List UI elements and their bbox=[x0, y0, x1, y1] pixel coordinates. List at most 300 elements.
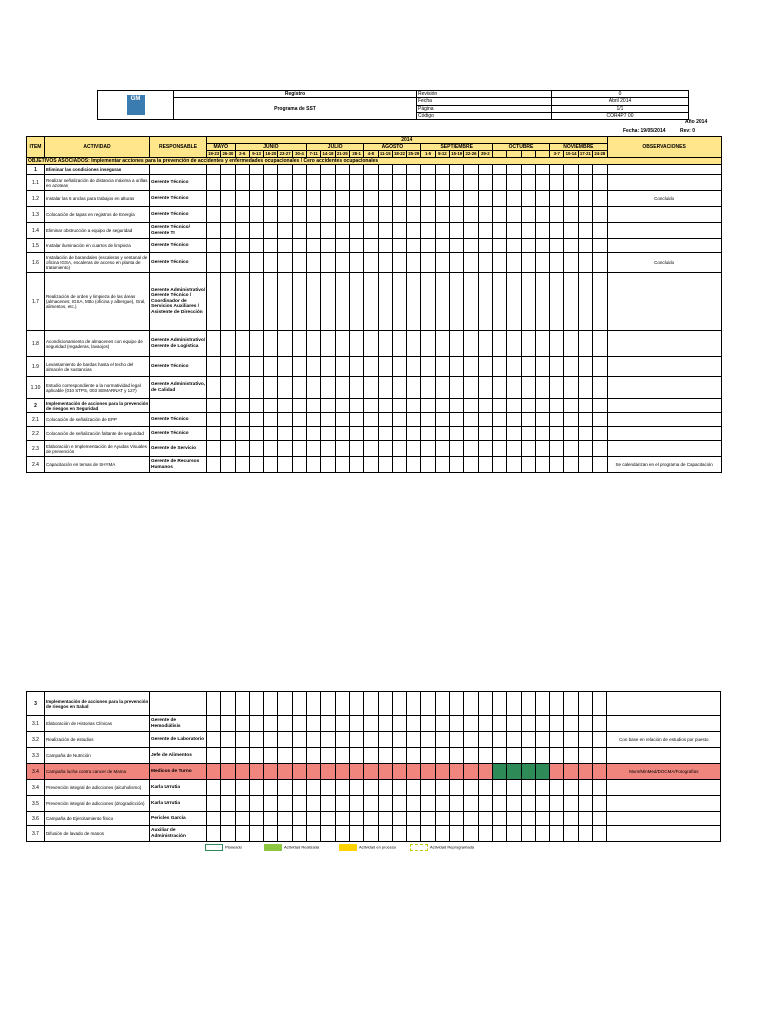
schedule-cell bbox=[378, 716, 392, 732]
schedule-cell bbox=[207, 427, 221, 441]
activity-cell: Realización de estudios bbox=[45, 732, 150, 748]
schedule-cell bbox=[478, 457, 492, 473]
schedule-cell bbox=[550, 273, 564, 331]
schedule-cell bbox=[593, 191, 608, 207]
week-header: 28-1 bbox=[349, 151, 363, 158]
schedule-cell bbox=[492, 796, 506, 812]
schedule-cell bbox=[349, 331, 363, 357]
schedule-cell bbox=[435, 748, 449, 764]
schedule-cell bbox=[335, 780, 349, 796]
schedule-cell bbox=[364, 377, 378, 399]
schedule-cell bbox=[421, 399, 435, 413]
schedule-cell bbox=[535, 457, 549, 473]
item-number: 3.4 bbox=[27, 764, 45, 780]
schedule-cell bbox=[478, 175, 492, 191]
schedule-cell bbox=[307, 441, 321, 457]
schedule-cell bbox=[235, 165, 249, 175]
meta-label: Revisión bbox=[417, 91, 552, 98]
section-row bbox=[27, 692, 721, 716]
schedule-cell bbox=[464, 716, 478, 732]
schedule-cell bbox=[349, 413, 363, 427]
item-number: 1.4 bbox=[27, 223, 45, 239]
responsible-cell bbox=[150, 692, 207, 716]
schedule-cell bbox=[292, 441, 306, 457]
schedule-cell bbox=[207, 223, 221, 239]
schedule-cell bbox=[507, 764, 521, 780]
schedule-cell bbox=[321, 331, 335, 357]
schedule-cell bbox=[521, 826, 535, 842]
schedule-cell bbox=[292, 692, 306, 716]
schedule-cell bbox=[507, 716, 521, 732]
schedule-cell bbox=[478, 441, 492, 457]
schedule-cell bbox=[421, 223, 435, 239]
schedule-cell bbox=[378, 399, 392, 413]
schedule-cell bbox=[450, 457, 464, 473]
legend-item bbox=[264, 844, 319, 850]
schedule-cell bbox=[378, 191, 392, 207]
activity-cell: Eliminar las condiciones inseguras bbox=[45, 165, 150, 175]
week-header: 4-8 bbox=[364, 151, 378, 158]
week-header: 16-20 bbox=[265, 151, 277, 156]
schedule-cell bbox=[450, 207, 464, 223]
schedule-cell bbox=[378, 165, 392, 175]
schedule-cell bbox=[535, 399, 549, 413]
observation-cell bbox=[607, 399, 721, 413]
schedule-cell bbox=[307, 427, 321, 441]
schedule-cell bbox=[278, 692, 292, 716]
schedule-cell bbox=[593, 692, 607, 716]
schedule-cell bbox=[407, 812, 421, 826]
observation-cell: Se calendarizan en el programa de Capacitación bbox=[607, 457, 721, 473]
schedule-cell bbox=[392, 427, 406, 441]
schedule-cell bbox=[407, 191, 421, 207]
week-header bbox=[492, 151, 506, 158]
schedule-cell bbox=[450, 357, 464, 377]
schedule-cell bbox=[392, 413, 406, 427]
item-number: 3.7 bbox=[27, 826, 45, 842]
schedule-cell bbox=[535, 748, 549, 764]
table-row bbox=[27, 357, 722, 377]
schedule-cell bbox=[235, 441, 249, 457]
table-row bbox=[27, 441, 722, 457]
schedule-cell bbox=[450, 732, 464, 748]
table-row bbox=[27, 377, 722, 399]
schedule-cell bbox=[307, 223, 321, 239]
observation-cell bbox=[607, 692, 721, 716]
schedule-cell bbox=[292, 457, 306, 473]
observation-cell bbox=[607, 748, 721, 764]
schedule-cell bbox=[578, 457, 592, 473]
activity-cell: Capacitación en temas de SHYMA bbox=[45, 457, 150, 473]
week-header: 15-19 bbox=[451, 151, 463, 156]
schedule-cell bbox=[321, 441, 335, 457]
main-table-container bbox=[26, 136, 720, 473]
schedule-cell bbox=[378, 812, 392, 826]
schedule-cell bbox=[550, 253, 564, 273]
schedule-cell bbox=[249, 377, 263, 399]
schedule-cell bbox=[478, 796, 492, 812]
schedule-cell bbox=[292, 764, 306, 780]
meta-label: Fecha bbox=[417, 98, 552, 105]
schedule-cell bbox=[507, 273, 521, 331]
activity-cell: Instalación de barandales (escaleras y ventanal de oficina IGSA, escaleras de acceso en planta de tratamiento) bbox=[45, 253, 150, 273]
schedule-cell bbox=[535, 692, 549, 716]
company-logo bbox=[127, 95, 145, 115]
schedule-cell bbox=[450, 165, 464, 175]
activity-cell: Campaña lucha contra cancer de Mama bbox=[45, 764, 150, 780]
schedule-cell bbox=[407, 413, 421, 427]
schedule-cell bbox=[278, 207, 292, 223]
table-row bbox=[27, 413, 722, 427]
schedule-cell bbox=[492, 812, 506, 826]
schedule-cell bbox=[421, 331, 435, 357]
schedule-cell bbox=[535, 377, 549, 399]
schedule-cell bbox=[278, 191, 292, 207]
salud-table-container bbox=[26, 691, 720, 842]
schedule-cell bbox=[207, 399, 221, 413]
schedule-cell bbox=[578, 764, 592, 780]
schedule-cell bbox=[521, 175, 535, 191]
schedule-cell bbox=[593, 239, 608, 253]
observation-cell: Mum/MinMed/DOCMA/Fotografías bbox=[607, 764, 721, 780]
observation-cell bbox=[607, 273, 721, 331]
schedule-cell bbox=[593, 780, 607, 796]
item-number: 1.3 bbox=[27, 207, 45, 223]
week-header: 9-13 bbox=[249, 151, 263, 158]
schedule-cell bbox=[264, 331, 278, 357]
schedule-cell bbox=[564, 239, 578, 253]
schedule-cell bbox=[550, 191, 564, 207]
schedule-cell bbox=[521, 748, 535, 764]
schedule-cell bbox=[221, 826, 235, 842]
schedule-cell bbox=[207, 780, 221, 796]
programa-title: Programa de SST bbox=[174, 98, 417, 120]
schedule-cell bbox=[450, 796, 464, 812]
schedule-cell bbox=[478, 331, 492, 357]
schedule-cell bbox=[292, 748, 306, 764]
schedule-cell bbox=[550, 239, 564, 253]
item-number: 1.6 bbox=[27, 253, 45, 273]
schedule-cell bbox=[349, 165, 363, 175]
schedule-cell bbox=[221, 253, 235, 273]
schedule-cell bbox=[492, 826, 506, 842]
schedule-cell bbox=[578, 826, 592, 842]
schedule-cell bbox=[492, 191, 506, 207]
activity-cell: Implementación de acciones para la prevención de riesgos en Salud bbox=[45, 692, 150, 716]
responsible-cell bbox=[150, 165, 207, 175]
schedule-cell bbox=[450, 427, 464, 441]
week-header: 10-14 bbox=[565, 151, 577, 156]
schedule-cell bbox=[221, 796, 235, 812]
schedule-cell bbox=[392, 748, 406, 764]
activity-cell: Colocación de señalización de EPP bbox=[45, 413, 150, 427]
legend-label: Actividad en proceso bbox=[359, 844, 397, 850]
schedule-cell bbox=[392, 357, 406, 377]
schedule-cell bbox=[249, 207, 263, 223]
schedule-cell bbox=[550, 716, 564, 732]
schedule-cell bbox=[407, 826, 421, 842]
responsible-cell: Gerente Técnico bbox=[150, 239, 207, 253]
schedule-cell bbox=[593, 273, 608, 331]
month-header: JUNIO bbox=[235, 144, 306, 151]
schedule-cell bbox=[492, 331, 506, 357]
schedule-cell bbox=[450, 764, 464, 780]
schedule-cell bbox=[307, 191, 321, 207]
schedule-cell bbox=[292, 780, 306, 796]
schedule-cell bbox=[521, 716, 535, 732]
activity-cell: Difusión de lavado de manos bbox=[45, 826, 150, 842]
schedule-cell bbox=[207, 239, 221, 253]
schedule-cell bbox=[392, 692, 406, 716]
schedule-cell bbox=[364, 716, 378, 732]
schedule-cell bbox=[307, 165, 321, 175]
schedule-cell bbox=[335, 457, 349, 473]
schedule-cell bbox=[578, 165, 592, 175]
schedule-cell bbox=[435, 716, 449, 732]
schedule-cell bbox=[593, 165, 608, 175]
activity-cell: Implementación de acciones para la prevención de riesgos en Seguridad bbox=[46, 400, 149, 411]
schedule-cell bbox=[221, 223, 235, 239]
activity-cell: Estudio correspondiente a la normatividad legal aplicable (010 STPS, 003 SEMARNAT y 127) bbox=[45, 377, 150, 399]
schedule-cell bbox=[249, 165, 263, 175]
schedule-cell bbox=[249, 357, 263, 377]
schedule-cell bbox=[578, 239, 592, 253]
schedule-cell bbox=[564, 796, 578, 812]
schedule-cell bbox=[264, 780, 278, 796]
schedule-cell bbox=[249, 716, 263, 732]
schedule-cell bbox=[235, 239, 249, 253]
table-row bbox=[27, 780, 721, 796]
week-header: 17-21 bbox=[579, 151, 591, 156]
schedule-cell bbox=[421, 780, 435, 796]
schedule-cell bbox=[535, 253, 549, 273]
item-number: 1.10 bbox=[27, 377, 45, 399]
schedule-cell bbox=[207, 441, 221, 457]
schedule-cell bbox=[407, 357, 421, 377]
schedule-cell bbox=[450, 175, 464, 191]
schedule-cell bbox=[335, 239, 349, 253]
schedule-cell bbox=[349, 780, 363, 796]
schedule-cell bbox=[278, 273, 292, 331]
schedule-cell bbox=[464, 812, 478, 826]
schedule-cell bbox=[221, 427, 235, 441]
schedule-cell bbox=[249, 427, 263, 441]
schedule-cell bbox=[307, 457, 321, 473]
schedule-cell bbox=[335, 191, 349, 207]
logo-cell bbox=[98, 91, 174, 120]
schedule-cell bbox=[464, 357, 478, 377]
schedule-cell bbox=[535, 716, 549, 732]
week-header: 18-22 bbox=[394, 151, 405, 156]
activity-cell: Colocación de tapas en registros de Energía bbox=[45, 207, 150, 223]
schedule-cell bbox=[264, 716, 278, 732]
schedule-cell bbox=[564, 692, 578, 716]
schedule-cell bbox=[321, 175, 335, 191]
schedule-cell bbox=[450, 716, 464, 732]
schedule-cell bbox=[264, 239, 278, 253]
schedule-cell bbox=[478, 377, 492, 399]
fecha-label: Fecha: 19/05/2014 bbox=[623, 128, 666, 134]
schedule-cell bbox=[478, 748, 492, 764]
schedule-cell bbox=[478, 427, 492, 441]
schedule-cell bbox=[364, 457, 378, 473]
schedule-cell bbox=[521, 191, 535, 207]
schedule-cell bbox=[450, 223, 464, 239]
schedule-cell bbox=[392, 165, 406, 175]
schedule-cell bbox=[264, 764, 278, 780]
responsible-cell: Gerente Técnico bbox=[150, 253, 207, 273]
table-row bbox=[27, 716, 721, 732]
schedule-cell bbox=[278, 253, 292, 273]
schedule-cell bbox=[421, 826, 435, 842]
schedule-cell bbox=[392, 399, 406, 413]
schedule-cell bbox=[507, 357, 521, 377]
week-header: 23-27 bbox=[279, 151, 291, 156]
schedule-cell bbox=[392, 441, 406, 457]
schedule-cell bbox=[364, 399, 378, 413]
schedule-cell bbox=[564, 175, 578, 191]
schedule-cell bbox=[550, 780, 564, 796]
schedule-cell bbox=[407, 780, 421, 796]
responsible-cell: Gerente Administrativo/ Gerente Técnico / Coordinador de Servicios Auxiliares / Asistente de Dirección bbox=[150, 273, 207, 331]
schedule-cell bbox=[550, 427, 564, 441]
schedule-cell bbox=[564, 223, 578, 239]
schedule-cell bbox=[521, 331, 535, 357]
schedule-cell bbox=[521, 207, 535, 223]
schedule-cell bbox=[435, 357, 449, 377]
schedule-cell bbox=[221, 331, 235, 357]
schedule-cell bbox=[435, 175, 449, 191]
schedule-cell bbox=[249, 175, 263, 191]
schedule-cell bbox=[392, 239, 406, 253]
schedule-cell bbox=[321, 764, 335, 780]
schedule-cell bbox=[292, 413, 306, 427]
schedule-cell bbox=[464, 253, 478, 273]
item-number: 3.3 bbox=[27, 748, 45, 764]
schedule-cell bbox=[478, 764, 492, 780]
schedule-cell bbox=[364, 780, 378, 796]
schedule-cell bbox=[578, 732, 592, 748]
schedule-cell bbox=[349, 716, 363, 732]
schedule-cell bbox=[307, 796, 321, 812]
meta-label: Página bbox=[417, 105, 552, 112]
schedule-cell bbox=[292, 223, 306, 239]
schedule-cell bbox=[407, 441, 421, 457]
schedule-cell bbox=[235, 331, 249, 357]
schedule-cell bbox=[478, 207, 492, 223]
schedule-cell bbox=[392, 716, 406, 732]
schedule-cell bbox=[435, 239, 449, 253]
schedule-cell bbox=[378, 748, 392, 764]
schedule-cell bbox=[349, 239, 363, 253]
schedule-cell bbox=[392, 377, 406, 399]
responsible-cell: Karla Urrutia bbox=[150, 780, 207, 796]
schedule-cell bbox=[564, 399, 578, 413]
schedule-cell bbox=[507, 399, 521, 413]
table-row bbox=[27, 748, 721, 764]
schedule-cell bbox=[335, 377, 349, 399]
schedule-cell bbox=[435, 331, 449, 357]
schedule-cell bbox=[492, 427, 506, 441]
item-number: 2 bbox=[27, 399, 45, 413]
schedule-cell bbox=[207, 457, 221, 473]
schedule-cell bbox=[578, 377, 592, 399]
item-number: 1.7 bbox=[27, 273, 45, 331]
schedule-cell bbox=[364, 427, 378, 441]
schedule-cell bbox=[521, 165, 535, 175]
schedule-cell bbox=[335, 427, 349, 441]
schedule-cell bbox=[507, 331, 521, 357]
item-number: 3.6 bbox=[27, 812, 45, 826]
schedule-cell bbox=[321, 826, 335, 842]
schedule-cell bbox=[321, 413, 335, 427]
schedule-cell bbox=[264, 732, 278, 748]
schedule-cell bbox=[492, 764, 506, 780]
schedule-cell bbox=[435, 427, 449, 441]
schedule-cell bbox=[521, 357, 535, 377]
schedule-cell bbox=[407, 273, 421, 331]
schedule-cell bbox=[392, 331, 406, 357]
schedule-cell bbox=[535, 441, 549, 457]
schedule-cell bbox=[478, 692, 492, 716]
schedule-cell bbox=[435, 207, 449, 223]
schedule-cell bbox=[292, 165, 306, 175]
schedule-cell bbox=[364, 207, 378, 223]
schedule-cell bbox=[278, 780, 292, 796]
schedule-cell bbox=[278, 413, 292, 427]
schedule-cell bbox=[321, 191, 335, 207]
schedule-cell bbox=[593, 331, 608, 357]
schedule-cell bbox=[407, 716, 421, 732]
schedule-cell bbox=[207, 253, 221, 273]
schedule-cell bbox=[478, 223, 492, 239]
observation-cell bbox=[607, 826, 721, 842]
schedule-cell bbox=[278, 732, 292, 748]
meta-label: Código bbox=[417, 112, 552, 119]
schedule-cell bbox=[521, 239, 535, 253]
schedule-cell bbox=[235, 175, 249, 191]
week-header: 2-6 bbox=[235, 151, 249, 158]
schedule-cell bbox=[249, 764, 263, 780]
schedule-cell bbox=[335, 175, 349, 191]
schedule-cell bbox=[450, 191, 464, 207]
schedule-cell bbox=[535, 812, 549, 826]
schedule-cell bbox=[307, 692, 321, 716]
schedule-cell bbox=[378, 273, 392, 331]
schedule-cell bbox=[378, 357, 392, 377]
schedule-cell bbox=[321, 239, 335, 253]
schedule-cell bbox=[421, 175, 435, 191]
schedule-cell bbox=[378, 780, 392, 796]
schedule-cell bbox=[421, 796, 435, 812]
schedule-cell bbox=[593, 457, 608, 473]
item-number: 2.1 bbox=[27, 413, 45, 427]
schedule-cell bbox=[550, 692, 564, 716]
item-number: 1.5 bbox=[27, 239, 45, 253]
schedule-cell bbox=[464, 826, 478, 842]
schedule-cell bbox=[292, 273, 306, 331]
week-header: 30-4 bbox=[292, 151, 306, 158]
schedule-cell bbox=[249, 253, 263, 273]
schedule-cell bbox=[492, 175, 506, 191]
schedule-cell bbox=[593, 399, 608, 413]
schedule-cell bbox=[349, 427, 363, 441]
schedule-cell bbox=[321, 692, 335, 716]
schedule-cell bbox=[364, 732, 378, 748]
schedule-cell bbox=[207, 357, 221, 377]
schedule-cell bbox=[478, 239, 492, 253]
week-header: 21-25 bbox=[336, 151, 348, 156]
